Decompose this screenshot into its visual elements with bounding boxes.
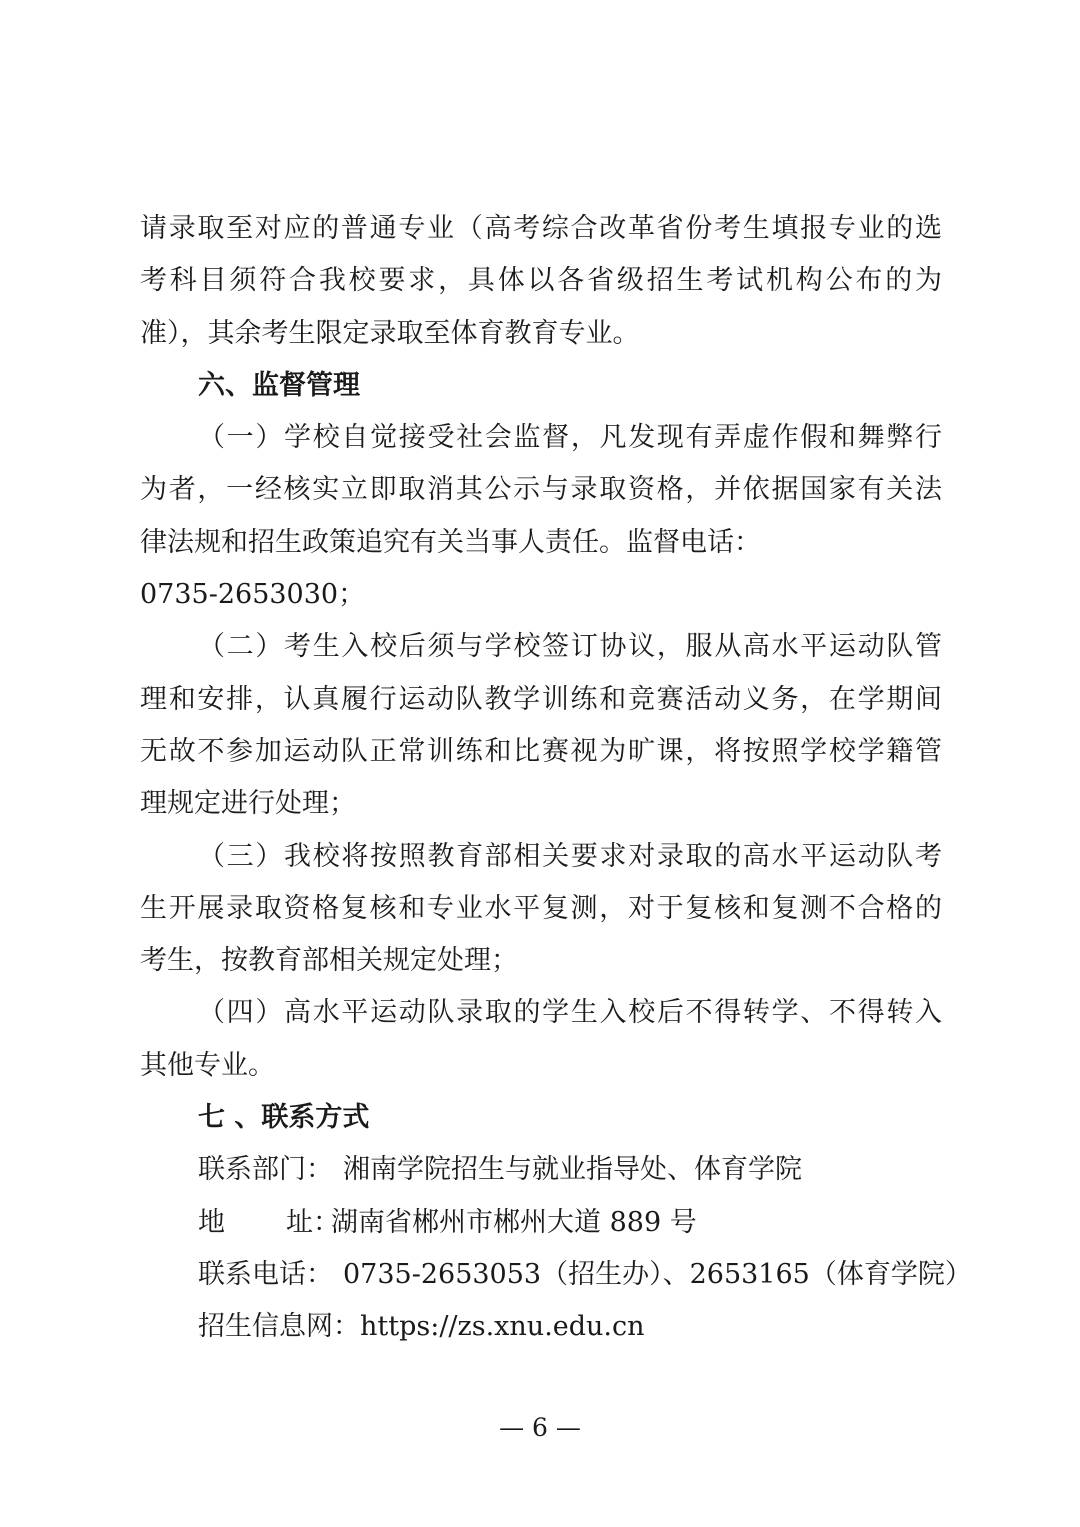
contact-website-link[interactable]: https://zs.xnu.edu.cn bbox=[360, 1311, 645, 1343]
contact-website-label: 招生信息网： bbox=[198, 1311, 360, 1343]
section-heading-contact: 七 、联系方式 bbox=[198, 1102, 370, 1134]
body-line: （二）考生入校后须与学校签订协议，服从高水平运动队管 bbox=[198, 631, 942, 663]
body-line: 考科目须符合我校要求，具体以各省级招生考试机构公布的为 bbox=[140, 265, 942, 297]
contact-phone bbox=[140, 1249, 972, 1301]
body-line: 律法规和招生政策追究有关当事人责任。监督电话： bbox=[140, 526, 761, 558]
body-line: 生开展录取资格复核和专业水平复测，对于复核和复测不合格的 bbox=[140, 892, 942, 924]
document-page bbox=[140, 203, 972, 1354]
contact-address-label-2: 址： bbox=[286, 1206, 340, 1238]
body-line: 无故不参加运动队正常训练和比赛视为旷课，将按照学校学籍管 bbox=[140, 735, 942, 767]
body-line: （四）高水平运动队录取的学生入校后不得转学、不得转入 bbox=[198, 997, 942, 1029]
contact-address-label-1: 地 bbox=[198, 1206, 225, 1238]
body-line: 理和安排，认真履行运动队教学训练和竞赛活动义务，在学期间 bbox=[140, 683, 942, 715]
body-line: 准），其余考生限定录取至体育教育专业。 bbox=[140, 317, 640, 349]
body-line: 其他专业。 bbox=[140, 1049, 275, 1081]
contact-website bbox=[140, 1301, 942, 1353]
contact-dept bbox=[140, 1144, 942, 1196]
section-heading-supervision: 六、监督管理 bbox=[198, 369, 360, 401]
page-number: — 6 — bbox=[499, 1413, 581, 1442]
contact-phone-label: 联系电话： bbox=[198, 1258, 333, 1290]
body-line: （三）我校将按照教育部相关要求对录取的高水平运动队考 bbox=[198, 840, 942, 872]
body-line: 请录取至对应的普通专业（高考综合改革省份考生填报专业的选 bbox=[140, 213, 942, 244]
contact-address-value: 湖南省郴州市郴州大道 889 号 bbox=[331, 1206, 697, 1238]
contact-address bbox=[140, 1197, 942, 1249]
body-line: （一）学校自觉接受社会监督，凡发现有弄虚作假和舞弊行 bbox=[198, 422, 942, 454]
body-line: 为者，一经核实立即取消其公示与录取资格，并依据国家有关法 bbox=[140, 474, 942, 506]
supervision-phone: 0735-2653030； bbox=[140, 579, 366, 611]
contact-phone-value: 0735-2653053（招生办）、2653165（体育学院） bbox=[343, 1258, 972, 1290]
contact-dept-label: 联系部门： bbox=[198, 1154, 333, 1186]
body-line: 考生，按教育部相关规定处理； bbox=[140, 945, 518, 977]
body-line: 理规定进行处理； bbox=[140, 788, 356, 820]
contact-dept-value: 湘南学院招生与就业指导处、体育学院 bbox=[343, 1154, 802, 1186]
